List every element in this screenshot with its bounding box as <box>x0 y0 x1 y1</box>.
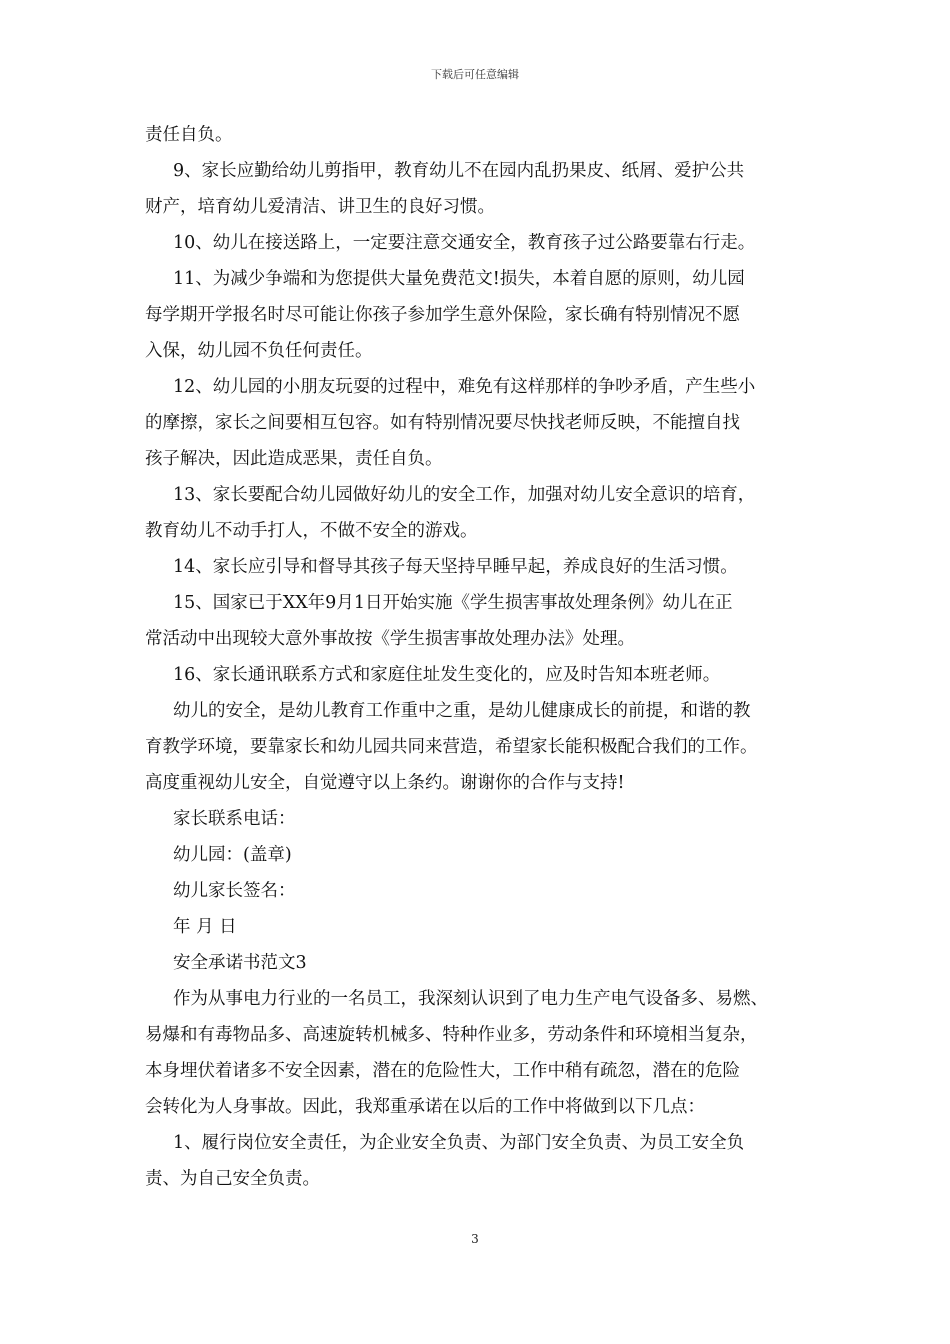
text-line: 幼儿的安全，是幼儿教育工作重中之重，是幼儿健康成长的前提，和谐的教 <box>173 701 751 721</box>
section-title: 安全承诺书范文3 <box>173 953 307 973</box>
text-line: 易爆和有毒物品多、高速旋转机械多、特种作业多，劳动条件和环境相当复杂， <box>145 1025 758 1045</box>
text-line: 10、幼儿在接送路上，一定要注意交通安全，教育孩子过公路要靠右行走。 <box>173 233 756 253</box>
text-line: 会转化为人身事故。因此，我郑重承诺在以后的工作中将做到以下几点： <box>145 1097 705 1117</box>
document-body <box>145 117 815 1197</box>
text-line: 11、为减少争端和为您提供大量免费范文!损失，本着自愿的原则，幼儿园 <box>173 269 745 289</box>
text-line: 财产，培育幼儿爱清洁、讲卫生的良好习惯。 <box>145 197 495 217</box>
text-line: 12、幼儿园的小朋友玩耍的过程中，难免有这样那样的争吵矛盾，产生些小 <box>173 377 756 397</box>
text-line: 常活动中出现较大意外事故按《学生损害事故处理办法》处理。 <box>145 629 635 649</box>
kindergarten-seal-label: 幼儿园：(盖章) <box>173 845 292 865</box>
text-line: 育教学环境，要靠家长和幼儿园共同来营造，希望家长能积极配合我们的工作。 <box>145 737 758 757</box>
text-line: 14、家长应引导和督导其孩子每天坚持早睡早起，养成良好的生活习惯。 <box>173 557 738 577</box>
parent-signature-label: 幼儿家长签名： <box>173 881 296 901</box>
text-line: 每学期开学报名时尽可能让你孩子参加学生意外保险，家长确有特别情况不愿 <box>145 305 740 325</box>
text-line: 的摩擦，家长之间要相互包容。如有特别情况要尽快找老师反映，不能擅自找 <box>145 413 740 433</box>
text-line: 15、国家已于XX年9月1日开始实施《学生损害事故处理条例》幼儿在正 <box>173 593 733 613</box>
date-label: 年 月 日 <box>173 917 237 937</box>
page-number: 3 <box>471 1232 479 1246</box>
text-line: 责任自负。 <box>145 125 233 145</box>
text-line: 16、家长通讯联系方式和家庭住址发生变化的，应及时告知本班老师。 <box>173 665 721 685</box>
text-line: 13、家长要配合幼儿园做好幼儿的安全工作，加强对幼儿安全意识的培育， <box>173 485 756 505</box>
text-line: 作为从事电力行业的一名员工，我深刻认识到了电力生产电气设备多、易燃、 <box>173 989 768 1009</box>
text-line: 孩子解决，因此造成恶果，责任自负。 <box>145 449 443 469</box>
page-header: 下载后可任意编辑 <box>431 68 519 81</box>
text-line: 入保，幼儿园不负任何责任。 <box>145 341 373 361</box>
text-line: 责、为自己安全负责。 <box>145 1169 320 1189</box>
contact-phone-label: 家长联系电话： <box>173 809 296 829</box>
text-line: 本身埋伏着诸多不安全因素，潜在的危险性大，工作中稍有疏忽，潜在的危险 <box>145 1061 740 1081</box>
text-line: 9、家长应勤给幼儿剪指甲，教育幼儿不在园内乱扔果皮、纸屑、爱护公共 <box>173 161 745 181</box>
text-line: 高度重视幼儿安全，自觉遵守以上条约。谢谢你的合作与支持! <box>145 773 625 793</box>
text-line: 教育幼儿不动手打人，不做不安全的游戏。 <box>145 521 478 541</box>
text-line: 1、履行岗位安全责任，为企业安全负责、为部门安全负责、为员工安全负 <box>173 1133 745 1153</box>
